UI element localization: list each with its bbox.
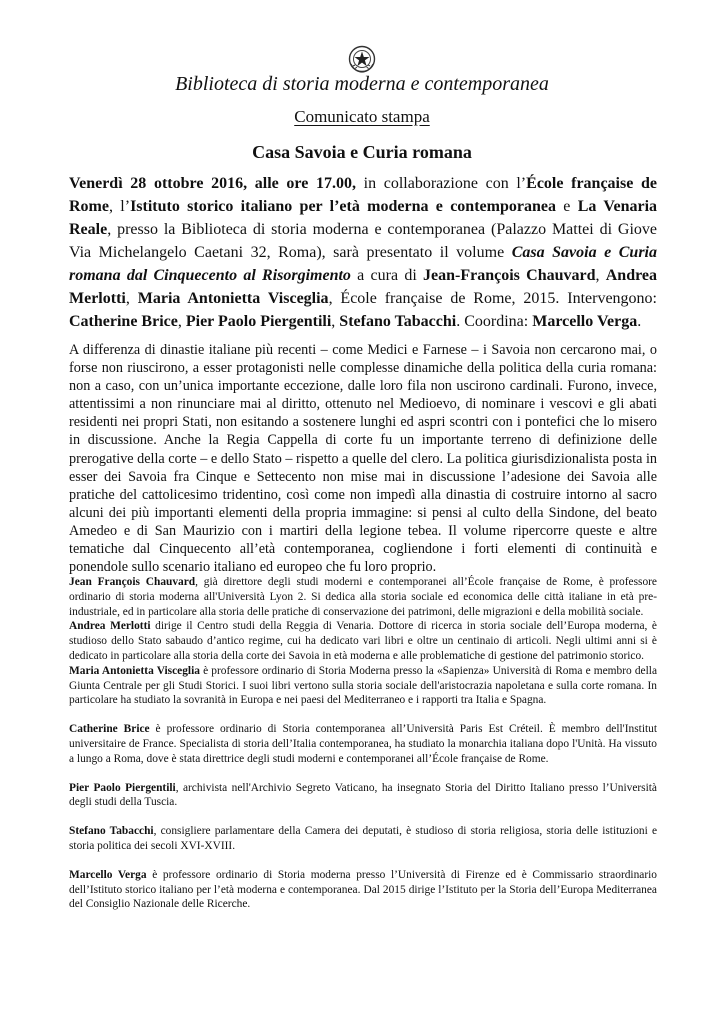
bio-entry bbox=[69, 824, 657, 854]
bio-name: Andrea Merlotti bbox=[69, 620, 151, 633]
event-date: Venerdì 28 ottobre 2016, alle ore 17.00, bbox=[69, 175, 356, 192]
bio-entry bbox=[69, 781, 657, 811]
press-release-title: Casa Savoia e Curia romana bbox=[252, 142, 472, 162]
speaker-bios bbox=[69, 575, 657, 912]
bio-text: , consigliere parlamentare della Camera dei deputati, è studioso di storia religiosa, storia delle istituzioni e storia politica dei secoli XVI-XVIII. bbox=[69, 825, 657, 852]
bio-entry bbox=[69, 619, 657, 663]
bio-name: Pier Paolo Piergentili bbox=[69, 781, 176, 794]
speaker-name: Catherine Brice bbox=[69, 313, 178, 330]
lead-text: e bbox=[555, 198, 578, 215]
speaker-name: Stefano Tabacchi bbox=[339, 313, 457, 330]
lead-text: , bbox=[331, 313, 340, 330]
bio-text: è professore ordinario di Storia Moderna presso la «Sapienza» Università di Roma e membro della Giunta Centrale per gli Studi Storici. I suoi libri vertono sulla storia sociale dell'aristocrazia napoletana e sulla corte romana. In particolare ha studiato la sovranità in Europa e nei paesi del Mediterraneo e i rapporti tra Italia e Spagna. bbox=[69, 664, 657, 707]
bio-name: Jean François Chauvard bbox=[69, 576, 196, 588]
lead-text: , École française de Rome, 2015. Intervengono: bbox=[328, 290, 657, 307]
partner-org: École française de Rome bbox=[69, 175, 657, 215]
lead-text: , bbox=[125, 290, 138, 307]
coordinator-name: Marcello Verga bbox=[532, 313, 638, 330]
bio-name: Catherine Brice bbox=[69, 723, 150, 736]
bio-name: Marcello Verga bbox=[69, 868, 147, 881]
bio-entry bbox=[69, 868, 657, 912]
bio-text: , archivista nell'Archivio Segreto Vaticano, ha insegnato Storia del Diritto Italiano presso l’Università degli studi della Tuscia. bbox=[69, 781, 657, 809]
bio-entry bbox=[69, 664, 657, 708]
lead-text: in collaborazione con l’ bbox=[355, 175, 527, 192]
bio-name: Maria Antonietta Visceglia bbox=[69, 664, 200, 677]
doc-type-wrapper bbox=[0, 106, 724, 128]
institution-name: Biblioteca di storia moderna e contemporanea bbox=[175, 73, 549, 95]
italian-republic-emblem-icon bbox=[347, 44, 377, 74]
lead-text: , bbox=[177, 313, 186, 330]
bio-entry bbox=[69, 575, 657, 619]
book-title: Casa Savoia e Curia romana dal Cinquecento al Risorgimento bbox=[69, 244, 658, 284]
editor-name: Maria Antonietta Visceglia bbox=[137, 290, 329, 307]
editor-name: Jean-François Chauvard bbox=[423, 267, 596, 284]
bio-text: , già direttore degli studi moderni e contemporanei all’École française de Rome, è professore ordinario di storia moderna all'Università Lyon 2. Si dedica alla storia sociale ed economica delle città italiane in età pre-industriale, ed in particolare alla storia delle pratiche di conservazione dei patrimoni, delle migrazioni e della mobilità sociale. bbox=[69, 576, 657, 618]
bio-text: è professore ordinario di Storia contemporanea all’Università Paris Est Créteil. È membro dell'Institut universitaire de France. Specialista di storia dell’Italia contemporanea, ha studiato la monarchia italiana dopo l'Unità. Ha vissuto a lungo a Roma, dove è stata direttrice degli studi moderni e contemporanei all’École française de Rome. bbox=[69, 723, 658, 765]
partner-org: Istituto storico italiano per l’età moderna e contemporanea bbox=[130, 198, 556, 215]
bio-entry bbox=[69, 722, 657, 766]
lead-text: , l’ bbox=[108, 198, 131, 215]
speaker-name: Pier Paolo Piergentili bbox=[185, 313, 332, 330]
bio-text: dirige il Centro studi della Reggia di Venaria. Dottore di ricerca in storia sociale dell’Europa moderna, è studioso dello Stato sabaudo d’antico regime, cui ha dedicato vari libri e oltre un centinaio di articoli. Negli ultimi anni si è dedicato in particolare alla storia della corte dei Savoia in età moderna e alle problematiche di gestione del patrimonio storico. bbox=[69, 620, 657, 662]
doc-type-label: Comunicato stampa bbox=[294, 107, 430, 126]
lead-text: , bbox=[595, 267, 606, 284]
lead-text: , presso la Biblioteca di storia moderna e contemporanea (Palazzo Mattei di Giove Via Michelangelo Caetani 32, Roma), sarà presentato il volume bbox=[69, 221, 657, 261]
partner-org: La Venaria Reale bbox=[69, 198, 658, 238]
lead-text: . Coordina: bbox=[456, 313, 533, 330]
lead-text: . bbox=[637, 313, 642, 330]
lead-text: a cura di bbox=[350, 267, 424, 284]
bio-name: Stefano Tabacchi bbox=[69, 825, 154, 838]
editor-name: Andrea Merlotti bbox=[69, 267, 658, 307]
bio-text: è professore ordinario di Storia moderna presso l’Università di Firenze ed è Commissario straordinario dell’Istituto storico italiano per l’età moderna e contemporanea. Dal 2015 dirige l’Istituto per la Storia dell’Europa Mediterranea del Consiglio Nazionale delle Ricerche. bbox=[69, 868, 657, 911]
lead-paragraph bbox=[69, 172, 657, 333]
body-paragraph: A differenza di dinastie italiane più recenti – come Medici e Farnese – i Savoia non cercarono mai, o forse non riuscirono, a esser protagonisti nelle complesse dinamiche della politica della curia romana: non a caso, con un’unica importante eccezione, dalle loro fila non uscirono cardinali. Furono, invece, attentissimi a non rinunciare mai al diritto, ottenuto nel Medioevo, di nominare i vescovi e gli abati residenti nei propri Stati, non esitando a sostenere lunghi ed aspri scontri con i pontefici che lo misero in discussione. Anche la Regia Cappella di corte fu un importante terreno di definizione delle prerogative della corte – e dello Stato – rispetto a quelle del clero. La politica giurisdizionalista posta in esser dei Savoia fra Cinque e Settecento non mise mai in discussione l’adesione dei Savoia alle pratiche del cattolicesimo tridentino, così come non impedì alla dinastia di costruire intorno al sacro alcuni dei più importanti elementi della propria immagine: si pensi al culto della Sindone, del beato Amedeo e di San Maurizio con i martiri della legione tebea. Il volume ripercorre queste e altre tematiche dal Cinquecento all’età contemporanea, cogliendone i forti elementi di continuità e ponendole sullo scenario italiano ed europeo che fu loro proprio. bbox=[69, 342, 657, 576]
